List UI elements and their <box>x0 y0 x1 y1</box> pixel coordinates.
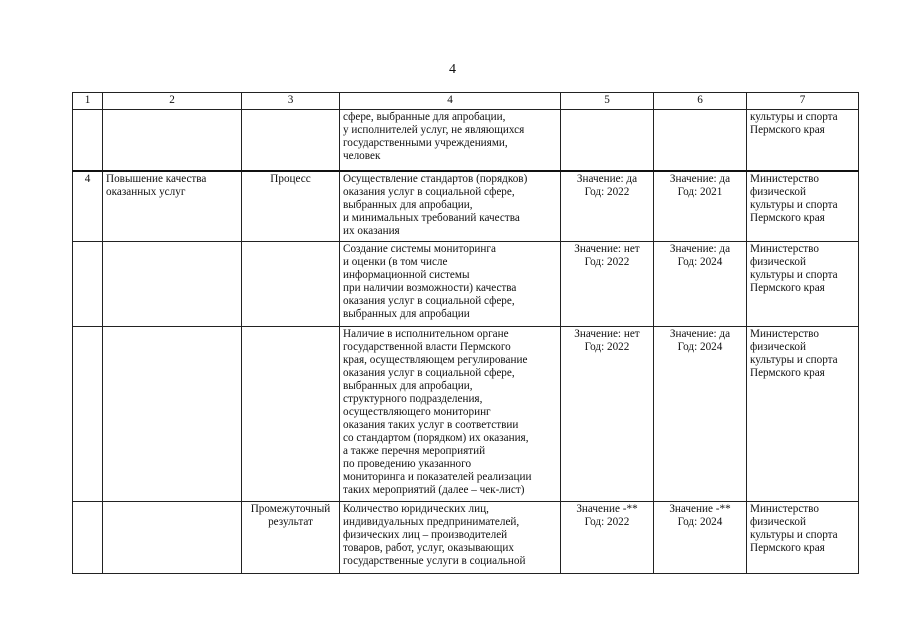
table-row <box>73 110 859 171</box>
cell-text-line: физической <box>750 516 806 528</box>
header-cell: 7 <box>747 93 859 110</box>
task-cell <box>103 110 242 171</box>
cell-text-line: Значение: да <box>669 328 731 340</box>
base-value-cell <box>561 327 654 502</box>
base-value-cell <box>561 171 654 242</box>
cell-text-line: и оценки (в том числе <box>343 256 448 268</box>
table-row <box>73 327 859 502</box>
cell-text-line: физической <box>750 185 806 198</box>
row-number-cell <box>73 327 103 502</box>
cell-text-line: мониторинга и показателей реализации <box>343 471 532 483</box>
base-value-cell <box>561 110 654 171</box>
indicator-cell <box>340 502 561 574</box>
cell-text-line: Год: 2024 <box>677 516 723 528</box>
target-value-cell <box>654 502 747 574</box>
cell-text-line: Год: 2022 <box>584 256 630 268</box>
cell-text-line: со стандартом (порядком) их оказания, <box>343 432 529 444</box>
cell-text-line: культуры и спорта <box>750 354 838 366</box>
cell-text-line: сфере, выбранные для апробации, <box>343 111 506 123</box>
cell-text-line: Значение -** <box>576 503 638 515</box>
cell-text-line: их оказания <box>343 224 400 237</box>
target-value-cell <box>654 110 747 171</box>
indicator-cell <box>340 110 561 171</box>
responsible-cell <box>747 110 859 171</box>
cell-text-line: Год: 2021 <box>677 185 723 198</box>
cell-text-line: края, осуществляющем регулирование <box>343 354 528 366</box>
base-value-cell <box>561 242 654 327</box>
target-value-cell <box>654 242 747 327</box>
cell-text-line: оказания услуг в социальной сфере, <box>343 295 515 307</box>
cell-text-line: информационной системы <box>343 269 470 281</box>
cell-text-line: индивидуальных предпринимателей, <box>343 516 520 528</box>
cell-text-line: Министерство <box>750 328 819 340</box>
cell-text-line: культуры и спорта <box>750 111 838 123</box>
cell-text-line: оказания таких услуг в соответствии <box>343 419 519 431</box>
responsible-cell <box>747 242 859 327</box>
cell-text-line: Осуществление стандартов (порядков) <box>343 172 528 185</box>
cell-text-line: Министерство <box>750 172 819 185</box>
cell-text-line: физической <box>750 256 806 268</box>
indicators-table <box>72 92 859 574</box>
task-cell <box>103 171 242 242</box>
cell-text-line: физической <box>750 341 806 353</box>
cell-text-line: результат <box>268 516 313 528</box>
cell-text-line: Значение: нет <box>574 328 640 340</box>
base-value-cell <box>561 502 654 574</box>
cell-text-line: государственной власти Пермского <box>343 341 511 353</box>
cell-text-line: оказания услуг в социальной сфере, <box>343 185 515 198</box>
indicator-type-cell <box>242 171 340 242</box>
cell-text-line: выбранных для апробации, <box>343 198 473 211</box>
indicator-type-cell <box>242 242 340 327</box>
cell-text-line: Пермского края <box>750 124 825 136</box>
indicator-type-cell <box>242 502 340 574</box>
cell-text-line: при наличии возможности) качества <box>343 282 517 294</box>
cell-text-line: культуры и спорта <box>750 198 838 211</box>
indicator-type-cell <box>242 110 340 171</box>
cell-text-line: оказания услуг в социальной сфере, <box>343 367 515 379</box>
cell-text-line: Значение: нет <box>574 243 640 255</box>
cell-text-line: Министерство <box>750 503 819 515</box>
cell-text-line: по проведению указанного <box>343 458 472 470</box>
responsible-cell <box>747 327 859 502</box>
cell-text-line: Значение: да <box>669 243 731 255</box>
table-row <box>73 171 859 242</box>
responsible-cell <box>747 502 859 574</box>
cell-text-line: Год: 2024 <box>677 341 723 353</box>
cell-text-line: структурного подразделения, <box>343 393 483 405</box>
header-row <box>73 93 859 110</box>
cell-text-line: Год: 2024 <box>677 256 723 268</box>
header-cell: 4 <box>340 93 561 110</box>
cell-text-line: Количество юридических лиц, <box>343 503 489 515</box>
cell-text-line: Процесс <box>270 172 311 185</box>
cell-text-line: Создание системы мониторинга <box>343 243 496 255</box>
header-cell: 1 <box>73 93 103 110</box>
cell-text-line: Год: 2022 <box>584 185 630 198</box>
indicator-cell <box>340 171 561 242</box>
task-cell <box>103 327 242 502</box>
header-cell: 2 <box>103 93 242 110</box>
indicator-cell <box>340 242 561 327</box>
cell-text-line: Значение -** <box>669 503 731 515</box>
cell-text-line: оказанных услуг <box>106 185 186 198</box>
header-cell: 5 <box>561 93 654 110</box>
row-number-cell <box>73 242 103 327</box>
cell-text-line: культуры и спорта <box>750 529 838 541</box>
task-cell <box>103 242 242 327</box>
cell-text-line: Год: 2022 <box>584 516 630 528</box>
row-number-cell <box>73 110 103 171</box>
cell-text-line: Наличие в исполнительном органе <box>343 328 509 340</box>
cell-text-line: а также перечня мероприятий <box>343 445 486 457</box>
table-row <box>73 502 859 574</box>
cell-text-line: Министерство <box>750 243 819 255</box>
cell-text-line: у исполнителей услуг, не являющихся <box>343 124 525 136</box>
target-value-cell <box>654 171 747 242</box>
cell-text-line: выбранных для апробации, <box>343 380 473 392</box>
cell-text-line: физических лиц – производителей <box>343 529 508 541</box>
page-number: 4 <box>449 62 456 77</box>
cell-text-line: Промежуточный <box>250 503 331 515</box>
cell-text-line: культуры и спорта <box>750 269 838 281</box>
cell-text-line: Пермского края <box>750 211 825 224</box>
target-value-cell <box>654 327 747 502</box>
indicator-type-cell <box>242 327 340 502</box>
cell-text-line: государственные услуги в социальной <box>343 555 526 567</box>
row-number-cell: 4 <box>73 171 103 242</box>
cell-text-line: и минимальных требований качества <box>343 211 520 224</box>
cell-text-line: Пермского края <box>750 367 825 379</box>
cell-text-line: товаров, работ, услуг, оказывающих <box>343 542 514 554</box>
cell-text-line: выбранных для апробации <box>343 308 470 320</box>
task-cell <box>103 502 242 574</box>
table-row <box>73 242 859 327</box>
indicator-cell <box>340 327 561 502</box>
cell-text-line: человек <box>343 150 381 162</box>
cell-text-line: таких мероприятий (далее – чек-лист) <box>343 484 525 496</box>
cell-text-line: Значение: да <box>576 172 638 185</box>
header-cell: 6 <box>654 93 747 110</box>
cell-text-line: Пермского края <box>750 542 825 554</box>
row-number-cell <box>73 502 103 574</box>
responsible-cell <box>747 171 859 242</box>
cell-text-line: Пермского края <box>750 282 825 294</box>
cell-text-line: Значение: да <box>669 172 731 185</box>
cell-text-line: государственными учреждениями, <box>343 137 508 149</box>
cell-text-line: осуществляющего мониторинг <box>343 406 491 418</box>
cell-text-line: Год: 2022 <box>584 341 630 353</box>
cell-text-line: Повышение качества <box>106 172 207 185</box>
header-cell: 3 <box>242 93 340 110</box>
